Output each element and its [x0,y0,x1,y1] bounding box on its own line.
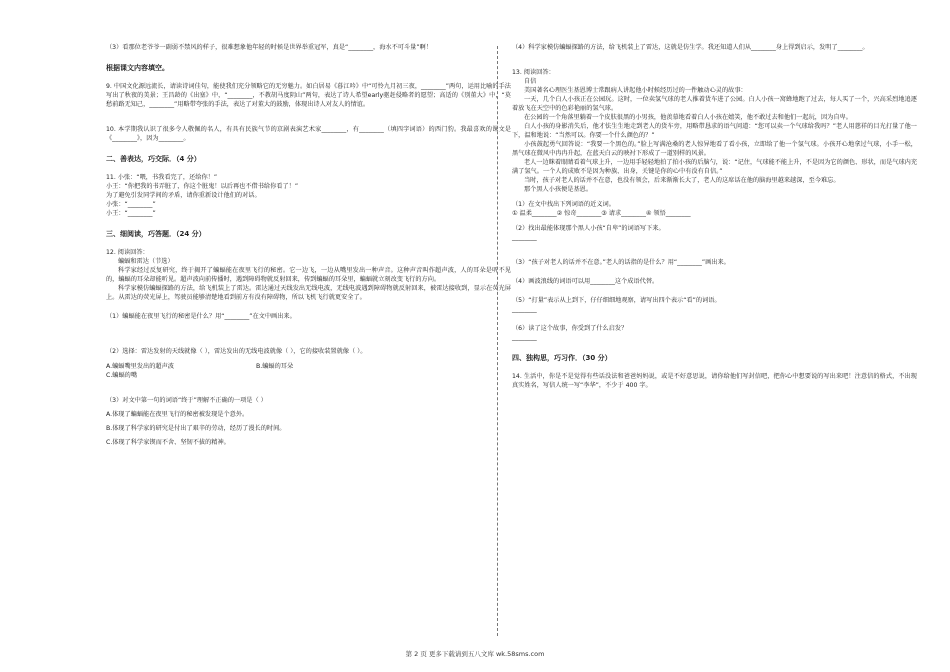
question-13-paragraph-4: 白人小孩的身影消失后，他才怯生生地走到老人的货车旁，用略带恳求的语气问道：“您可以卖一个气球给我吗？”老人用慈祥的目光打量了他一下，温和地说：“当然可以。你要一个什么颜色的？” [512,122,917,139]
section-2-heading: 二、善表达，巧交际．（4 分） [106,155,201,164]
option-c: C.蝙蝠的嘴 [106,372,138,380]
question-12-4: （4）科学家模仿蝙蝠探路的方法，给飞机装上了雷达，这就是仿生学。我还知道人们从________身上得到启示，发明了________。 [512,44,869,51]
question-13-paragraph-3: 在公园的一个角落里躺着一个皮肤很黑的小男孩，他羡慕地看着白人小孩在嬉笑，他不敢过去和他们一起玩，因为自卑。 [524,113,852,121]
question-13-2: （2）找出最能体现那个黑人小孩“自卑”的词语写下来。 [512,224,665,232]
question-12-2: （2）选择：雷达发射的天线就像（ ），雷达发出的无线电波就像（ ），它的接收装置就像（ ）。 [106,348,367,356]
question-13-paragraph-7: 当时，孩子对老人的话并不在意，也没有领会，后来渐渐长大了，老人的这席话在他的脑海里越来越深，至今难忘。 [524,176,840,184]
question-13-1: （1）在文中找出下列词语的近义词。 [512,200,615,208]
question-13-paragraph-2: 一天，几个白人小孩正在公园玩。这时，一位卖氢气球的老人推着货车进了公园。白人小孩一窝蜂地跑了过去，每人买了一个，兴高采烈地追逐着放飞在天空中的色彩艳丽的氢气球。 [512,95,917,112]
answer-line-2: ________ [512,233,537,241]
question-11-zhang-blank: 小张：“________” [106,201,156,209]
question-12-1: （1）蝙蝠能在夜里飞行的秘密是什么？用“________”在文中画出来。 [106,313,296,321]
question-13-1-items: ① 温柔________② 惊奇________③ 请求________④ 领悟________ [512,209,691,217]
right-column [512,44,917,391]
question-12-2-options-row [106,363,511,372]
question-11-wang-blank: 小王：“________” [106,210,156,218]
question-13-3: （3）“孩子对老人的话并不在意。”老人的话指的是什么？用“________”画出来。 [512,258,730,266]
section-4-heading: 四、独构思，巧习作．（30 分） [512,353,612,362]
option-3c: C.体现了科学家锲而不舍、坚韧不拔的精神。 [106,439,230,447]
option-3a: A.体现了蝙蝠能在夜里飞行的秘密被发现是个意外。 [106,411,249,419]
question-11-task: 为了避免引发同学间的矛盾，请你重新设计他们的对话。 [106,192,261,200]
question-13-paragraph-5: 小孩鼓起勇气回答说：“我要一个黑色的。”脸上写满沧桑的老人惊异地看了看小孩，立即给了他一个氢气球。小孩开心地拿过气球，小手一松，黑气球在微风中冉冉升起，在蓝天白云的映衬下形成了一道别样的风景。 [512,140,917,157]
question-13-paragraph-6: 老人一边眯着眼睛看着气球上升，一边用手轻轻地拍了拍小孩的后脑勺，说：“记住，气球能不能上升，不是因为它的颜色、形状，而是气球内充满了氢气。一个人的成败不是因为种族、出身，关键是你的心中有没有自信。” [512,158,918,175]
left-column [106,44,511,448]
question-3-idiom: （3）看那位老爷爷一副弱不禁风的样子，很难想象他年轻的时候是世界举重冠军，真是“________，海水不可斗量”啊！ [106,44,432,51]
question-10: 10. 本学期我认识了很多令人敬佩的名人，有具有民族气节的京剧表演艺术家________，有________（填四字词语）的西门豹。我最喜欢的课文是《________》，因为________。 [106,126,511,143]
question-13-6: （6）读了这个故事，你受到了什么启发？ [512,324,628,332]
question-9: 9. 中国文化源远流长，请读诗词佳句，能使我们充分领略它的无穷魅力。如白居易《暮江吟》中“可怜九月初三夜，________”两句，运用比喻的手法写出了秋夜的美景；王昌龄的《出塞》中，“________，不教胡马度阴山”两句，表达了诗人希望early驱赶侵略者的愿望；高适的《别董大》中，“莫愁前路无知己，________”用略带夸张的手法，表达了对董大的鼓励，体现出诗人对友人的情谊。 [106,83,511,109]
fill-in-heading: 根据课文内容填空。 [106,63,169,72]
question-13-paragraph-1: 美国著名心理医生基恩博士常跟病人讲起他小时候经历过的一件触动心灵的故事： [524,86,747,94]
question-13-passage-title: 自信 [524,77,537,85]
question-12-title: 12. 阅读回答： [106,249,149,257]
option-b: B.蝙蝠的耳朵 [256,363,294,371]
page-footer: 第 2 页 更多下载请到五八文库 wk.58sms.com [405,650,545,658]
question-13-4: （4）画波浪线的词语可以用________这个成语代替。 [512,277,659,285]
answer-line-5: ________ [512,305,537,313]
option-3b: B.体现了科学家的研究是付出了艰辛的劳动，经历了漫长的时间。 [106,425,286,433]
question-12-3: （3）对文中第一句的词语“终于”理解不正确的一项是（ ） [106,397,267,405]
question-12-passage-title: 蝙蝠和雷达（节选） [118,258,174,266]
question-13-5: （5）“打量”表示从上到下，仔仔细细地观察，请写出四个表示“看”的词语。 [512,296,721,304]
question-11-wang: 小王：“你把我的书弄脏了，你这个脏鬼！以后再也不借书给你看了！” [106,183,299,191]
question-12-paragraph-2: 科学家模仿蝙蝠探路的方法，给飞机装上了雷达。雷达通过天线发出无线电波，无线电波遇到障碍物就反射回来，被雷达接收到，显示在荧光屏上。从雷达的荧光屏上，驾驶员能够清楚地看到前方有没有障碍物，所以飞机飞行就更安全了。 [106,285,511,302]
column-divider [497,46,498,636]
question-13-paragraph-8: 那个黑人小孩便是基恩。 [524,185,593,193]
question-12-paragraph-1: 科学家经过反复研究，终于揭开了蝙蝠能在夜里飞行的秘密。它一边飞，一边从嘴里发出一种声音。这种声音叫作超声波，人的耳朵是听不见的，蝙蝠的耳朵却能听见。超声波向前传播时，遇到障碍物就反射回来，传到蝙蝠的耳朵里，蝙蝠就立刻改变飞行的方向。 [106,267,511,284]
question-11-intro: 11. 小张：“喂，书我看完了，还给你！” [106,174,218,182]
question-13-title: 13. 阅读回答： [512,68,555,76]
option-a: A.蝙蝠嘴里发出的超声波 [106,363,174,371]
answer-line-6: ________ [512,333,537,341]
section-3-heading: 三、细阅读，巧答题．（24 分） [106,230,206,239]
question-14: 14. 生活中，你是不是觉得有些话没法和爸爸妈妈说，或是不好意思说，请你给他们写封信吧，把你心中想要说的写出来吧！注意信的格式，不出现真实姓名，写信人统一写“李华”，不少于 400 字。 [512,372,917,389]
